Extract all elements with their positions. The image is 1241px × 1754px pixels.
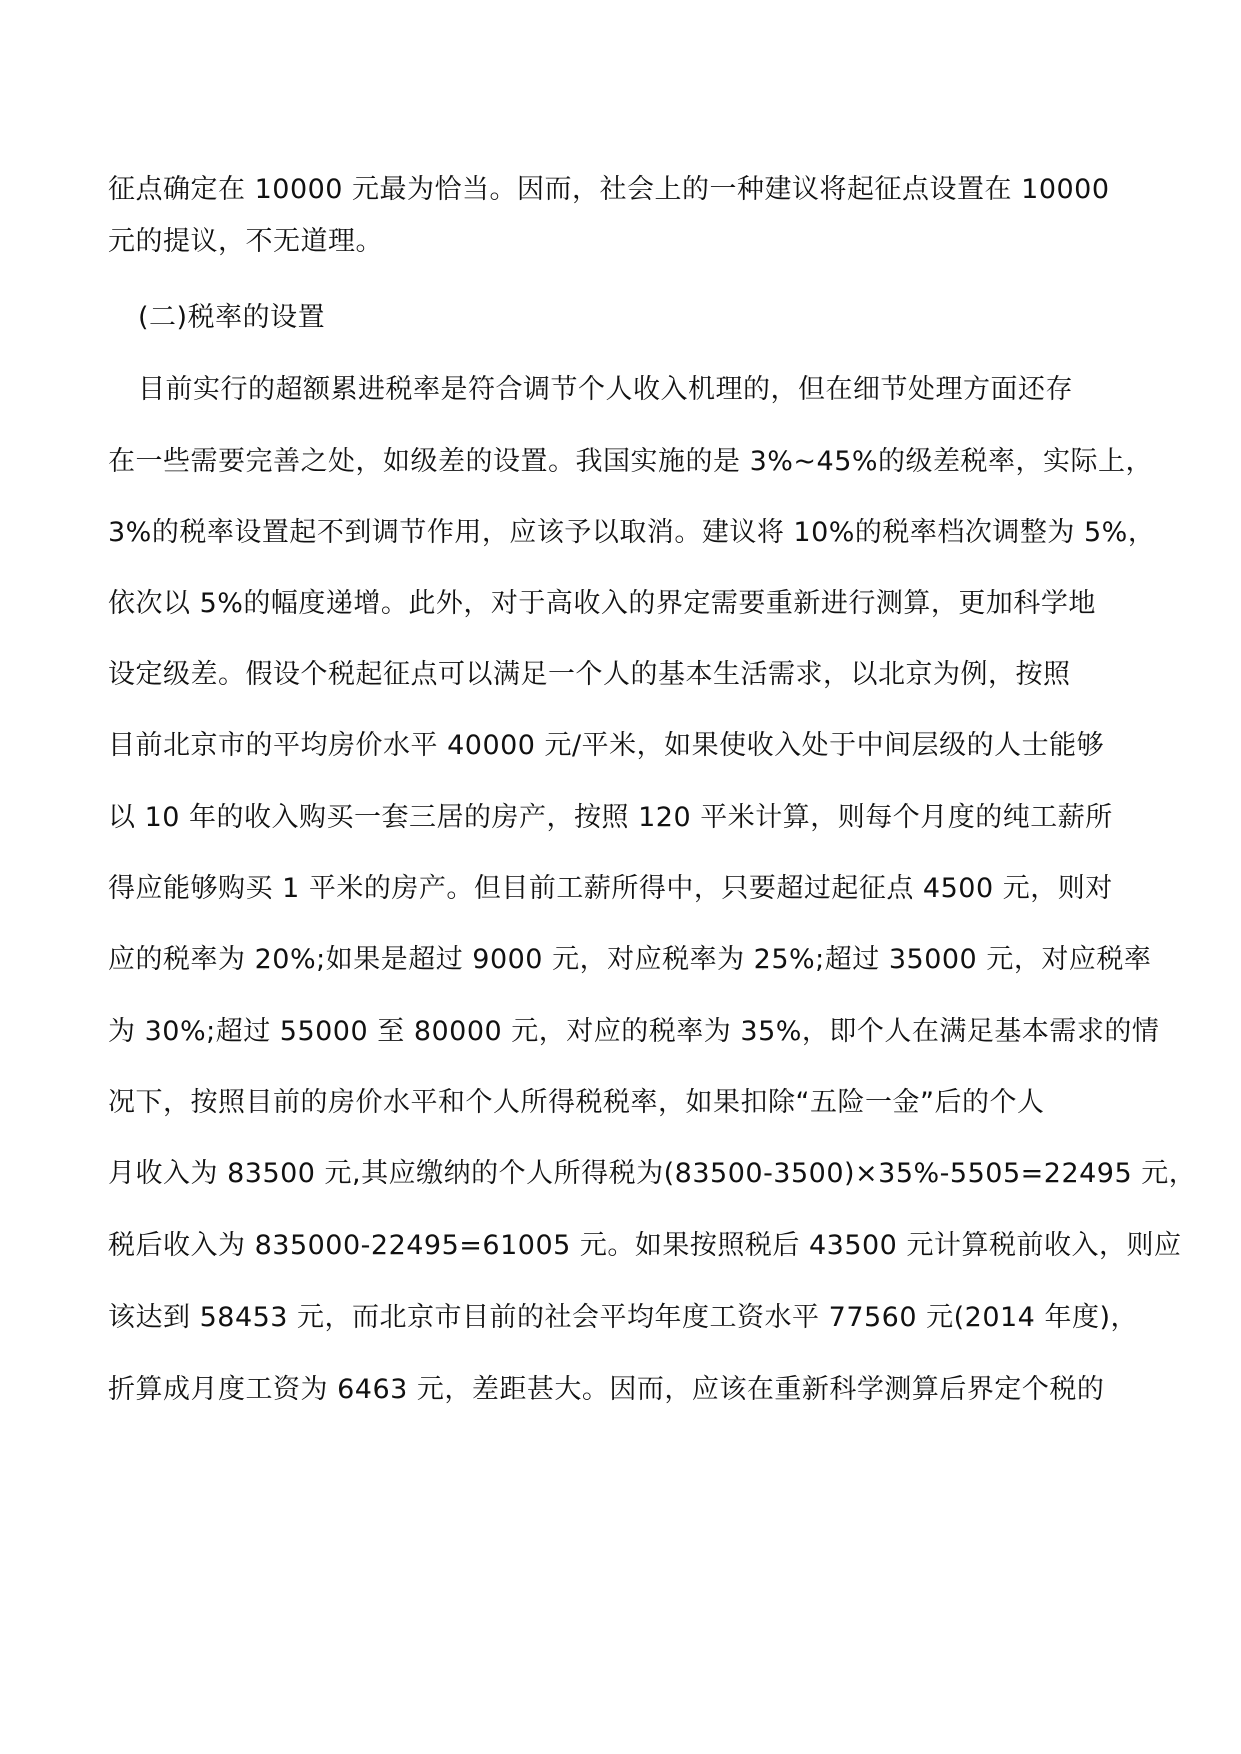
text-line: 依次以 5%的幅度递增。此外，对于高收入的界定需要重新进行测算，更加科学地: [108, 588, 1096, 619]
text-line: 目前北京市的平均房价水平 40000 元/平米，如果使收入处于中间层级的人士能够: [108, 730, 1105, 761]
text-line: 征点确定在 10000 元最为恰当。因而，社会上的一种建议将起征点设置在 10000: [108, 174, 1110, 205]
text-line: 该达到 58453 元，而北京市目前的社会平均年度工资水平 77560 元(2014 年度)，: [108, 1302, 1138, 1333]
text-line: 在一些需要完善之处，如级差的设置。我国实施的是 3%~45%的级差税率，实际上，: [108, 446, 1154, 477]
text-line: 得应能够购买 1 平米的房产。但目前工薪所得中，只要超过起征点 4500 元，则对: [108, 873, 1113, 904]
text-line: 应的税率为 20%;如果是超过 9000 元，对应税率为 25%;超过 35000 元，对应税率: [108, 944, 1152, 975]
text-line: 税后收入为 835000-22495=61005 元。如果按照税后 43500 元计算税前收入，则应: [108, 1230, 1182, 1261]
text-line: 元的提议，不无道理。: [108, 226, 383, 257]
text-line: 为 30%;超过 55000 至 80000 元，对应的税率为 35%，即个人在满足基本需求的情: [108, 1016, 1160, 1047]
section-heading: (二)税率的设置: [138, 302, 326, 333]
paragraph-first-line: 目前实行的超额累进税率是符合调节个人收入机理的，但在细节处理方面还存: [138, 374, 1073, 405]
text-line: 月收入为 83500 元,其应缴纳的个人所得税为(83500-3500)×35%-5505=22495 元，: [108, 1158, 1197, 1189]
text-line: 3%的税率设置起不到调节作用，应该予以取消。建议将 10%的税率档次调整为 5%，: [108, 517, 1156, 548]
text-line: 折算成月度工资为 6463 元，差距甚大。因而，应该在重新科学测算后界定个税的: [108, 1374, 1105, 1405]
text-line: 以 10 年的收入购买一套三居的房产，按照 120 平米计算，则每个月度的纯工薪所: [108, 802, 1113, 833]
text-line: 况下，按照目前的房价水平和个人所得税税率，如果扣除“五险一金”后的个人: [108, 1087, 1045, 1118]
text-line: 设定级差。假设个税起征点可以满足一个人的基本生活需求，以北京为例，按照: [108, 659, 1071, 690]
